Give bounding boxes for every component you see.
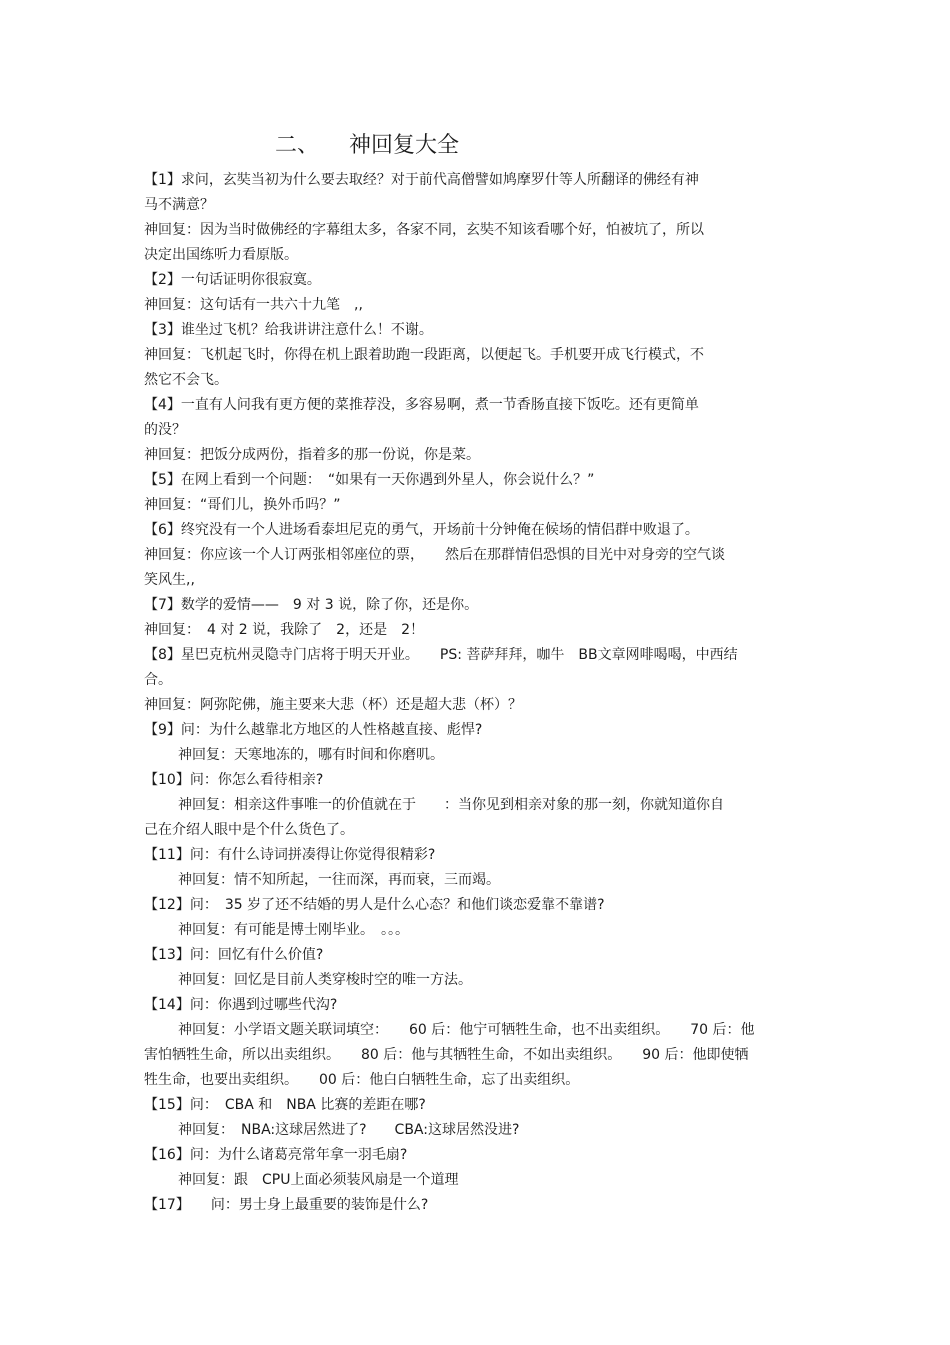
text-line: 【6】终究没有一个人进场看泰坦尼克的勇气，开场前十分钟俺在候场的情侣群中败退了。 [144,522,699,538]
text-line: 神回复： 4 对 2 说，我除了 2，还是 2！ [144,622,424,638]
text-line: 神回复：回忆是目前人类穿梭时空的唯一方法。 [178,972,472,988]
text-line: 【3】谁坐过飞机？给我讲讲注意什么！不谢。 [144,322,433,338]
text-line: 然它不会飞。 [144,372,228,388]
text-line: 神回复：情不知所起，一往而深，再而衰，三而竭。 [178,872,500,888]
text-line: 神回复：小学语文题关联词填空： 60 后：他宁可牺牲生命，也不出卖组织。 70 后：他 [178,1022,755,1038]
text-line: 【16】问：为什么诸葛亮常年拿一羽毛扇? [144,1147,408,1163]
text-line: 神回复：把饭分成两份，指着多的那一份说，你是菜。 [144,447,480,463]
text-line: 【11】问：有什么诗词拼凑得让你觉得很精彩? [144,847,436,863]
text-line: 神回复：“哥们儿，换外币吗？” [144,497,341,513]
text-line: 【5】在网上看到一个问题： “如果有一天你遇到外星人，你会说什么？” [144,472,595,488]
text-line: 【15】问： CBA 和 NBA 比赛的差距在哪? [144,1097,426,1113]
section-title: 神回复大全 [349,133,460,158]
text-line: 【12】问： 35 岁了还不结婚的男人是什么心态？和他们谈恋爱靠不靠谱? [144,897,605,913]
text-line: 【7】数学的爱情—— 9 对 3 说，除了你，还是你。 [144,597,479,613]
text-line: 己在介绍人眼中是个什么货色了。 [144,822,354,838]
text-line: 【2】一句话证明你很寂寞。 [144,272,321,288]
text-line: 神回复：因为当时做佛经的字幕组太多，各家不同，玄奘不知该看哪个好，怕被坑了，所以 [144,222,704,238]
text-line: 害怕牺牲生命，所以出卖组织。 80 后：他与其牺牲生命，不如出卖组织。 90 后：他即使牺 [144,1047,749,1063]
text-line: 合。 [144,672,172,688]
text-line: 决定出国练听力看原版。 [144,247,298,263]
text-line: 【10】问：你怎么看待相亲? [144,772,324,788]
text-line: 笑风生,, [144,572,195,588]
text-line: 【1】求问，玄奘当初为什么要去取经？对于前代高僧譬如鸠摩罗什等人所翻译的佛经有神 [144,172,699,188]
text-line: 【4】一直有人问我有更方便的菜推荐没，多容易啊，煮一节香肠直接下饭吃。还有更简单 [144,397,699,413]
text-line: 神回复：跟 CPU上面必须装风扇是一个道理 [178,1172,459,1188]
text-line: 【17】 问：男士身上最重要的装饰是什么? [144,1197,429,1213]
text-line: 神回复：天寒地冻的，哪有时间和你磨叽。 [178,747,444,763]
text-line: 神回复：这句话有一共六十九笔 ,, [144,297,363,313]
text-line: 神回复：飞机起飞时，你得在机上跟着助跑一段距离，以便起飞。手机要开成飞行模式，不 [144,347,704,363]
text-line: 牲生命，也要出卖组织。 00 后：他白白牺牲生命，忘了出卖组织。 [144,1072,580,1088]
text-line: 【8】星巴克杭州灵隐寺门店将于明天开业。 PS: 菩萨拜拜，咖牛 BB文章网啡喝喝，中西结 [144,647,738,663]
text-line: 马不满意？ [144,197,214,213]
text-line: 【9】问：为什么越靠北方地区的人性格越直接、彪悍? [144,722,483,738]
text-line: 神回复：你应该一个人订两张相邻座位的票， 然后在那群情侣恐惧的目光中对身旁的空气谈 [144,547,725,563]
text-line: 神回复： NBA:这球居然进了? CBA:这球居然没进? [178,1122,520,1138]
text-line: 【13】问：回忆有什么价值? [144,947,324,963]
text-line: 的没？ [144,422,186,438]
text-line: 神回复：阿弥陀佛，施主要来大悲（杯）还是超大悲（杯）？ [144,697,522,713]
text-line: 【14】问：你遇到过哪些代沟? [144,997,338,1013]
section-number: 二、 [275,133,320,158]
text-line: 神回复：相亲这件事唯一的价值就在于 ：当你见到相亲对象的那一刻，你就知道你自 [178,797,724,813]
page-title [275,128,459,159]
text-line: 神回复：有可能是博士刚毕业。 。。。 [178,922,409,938]
